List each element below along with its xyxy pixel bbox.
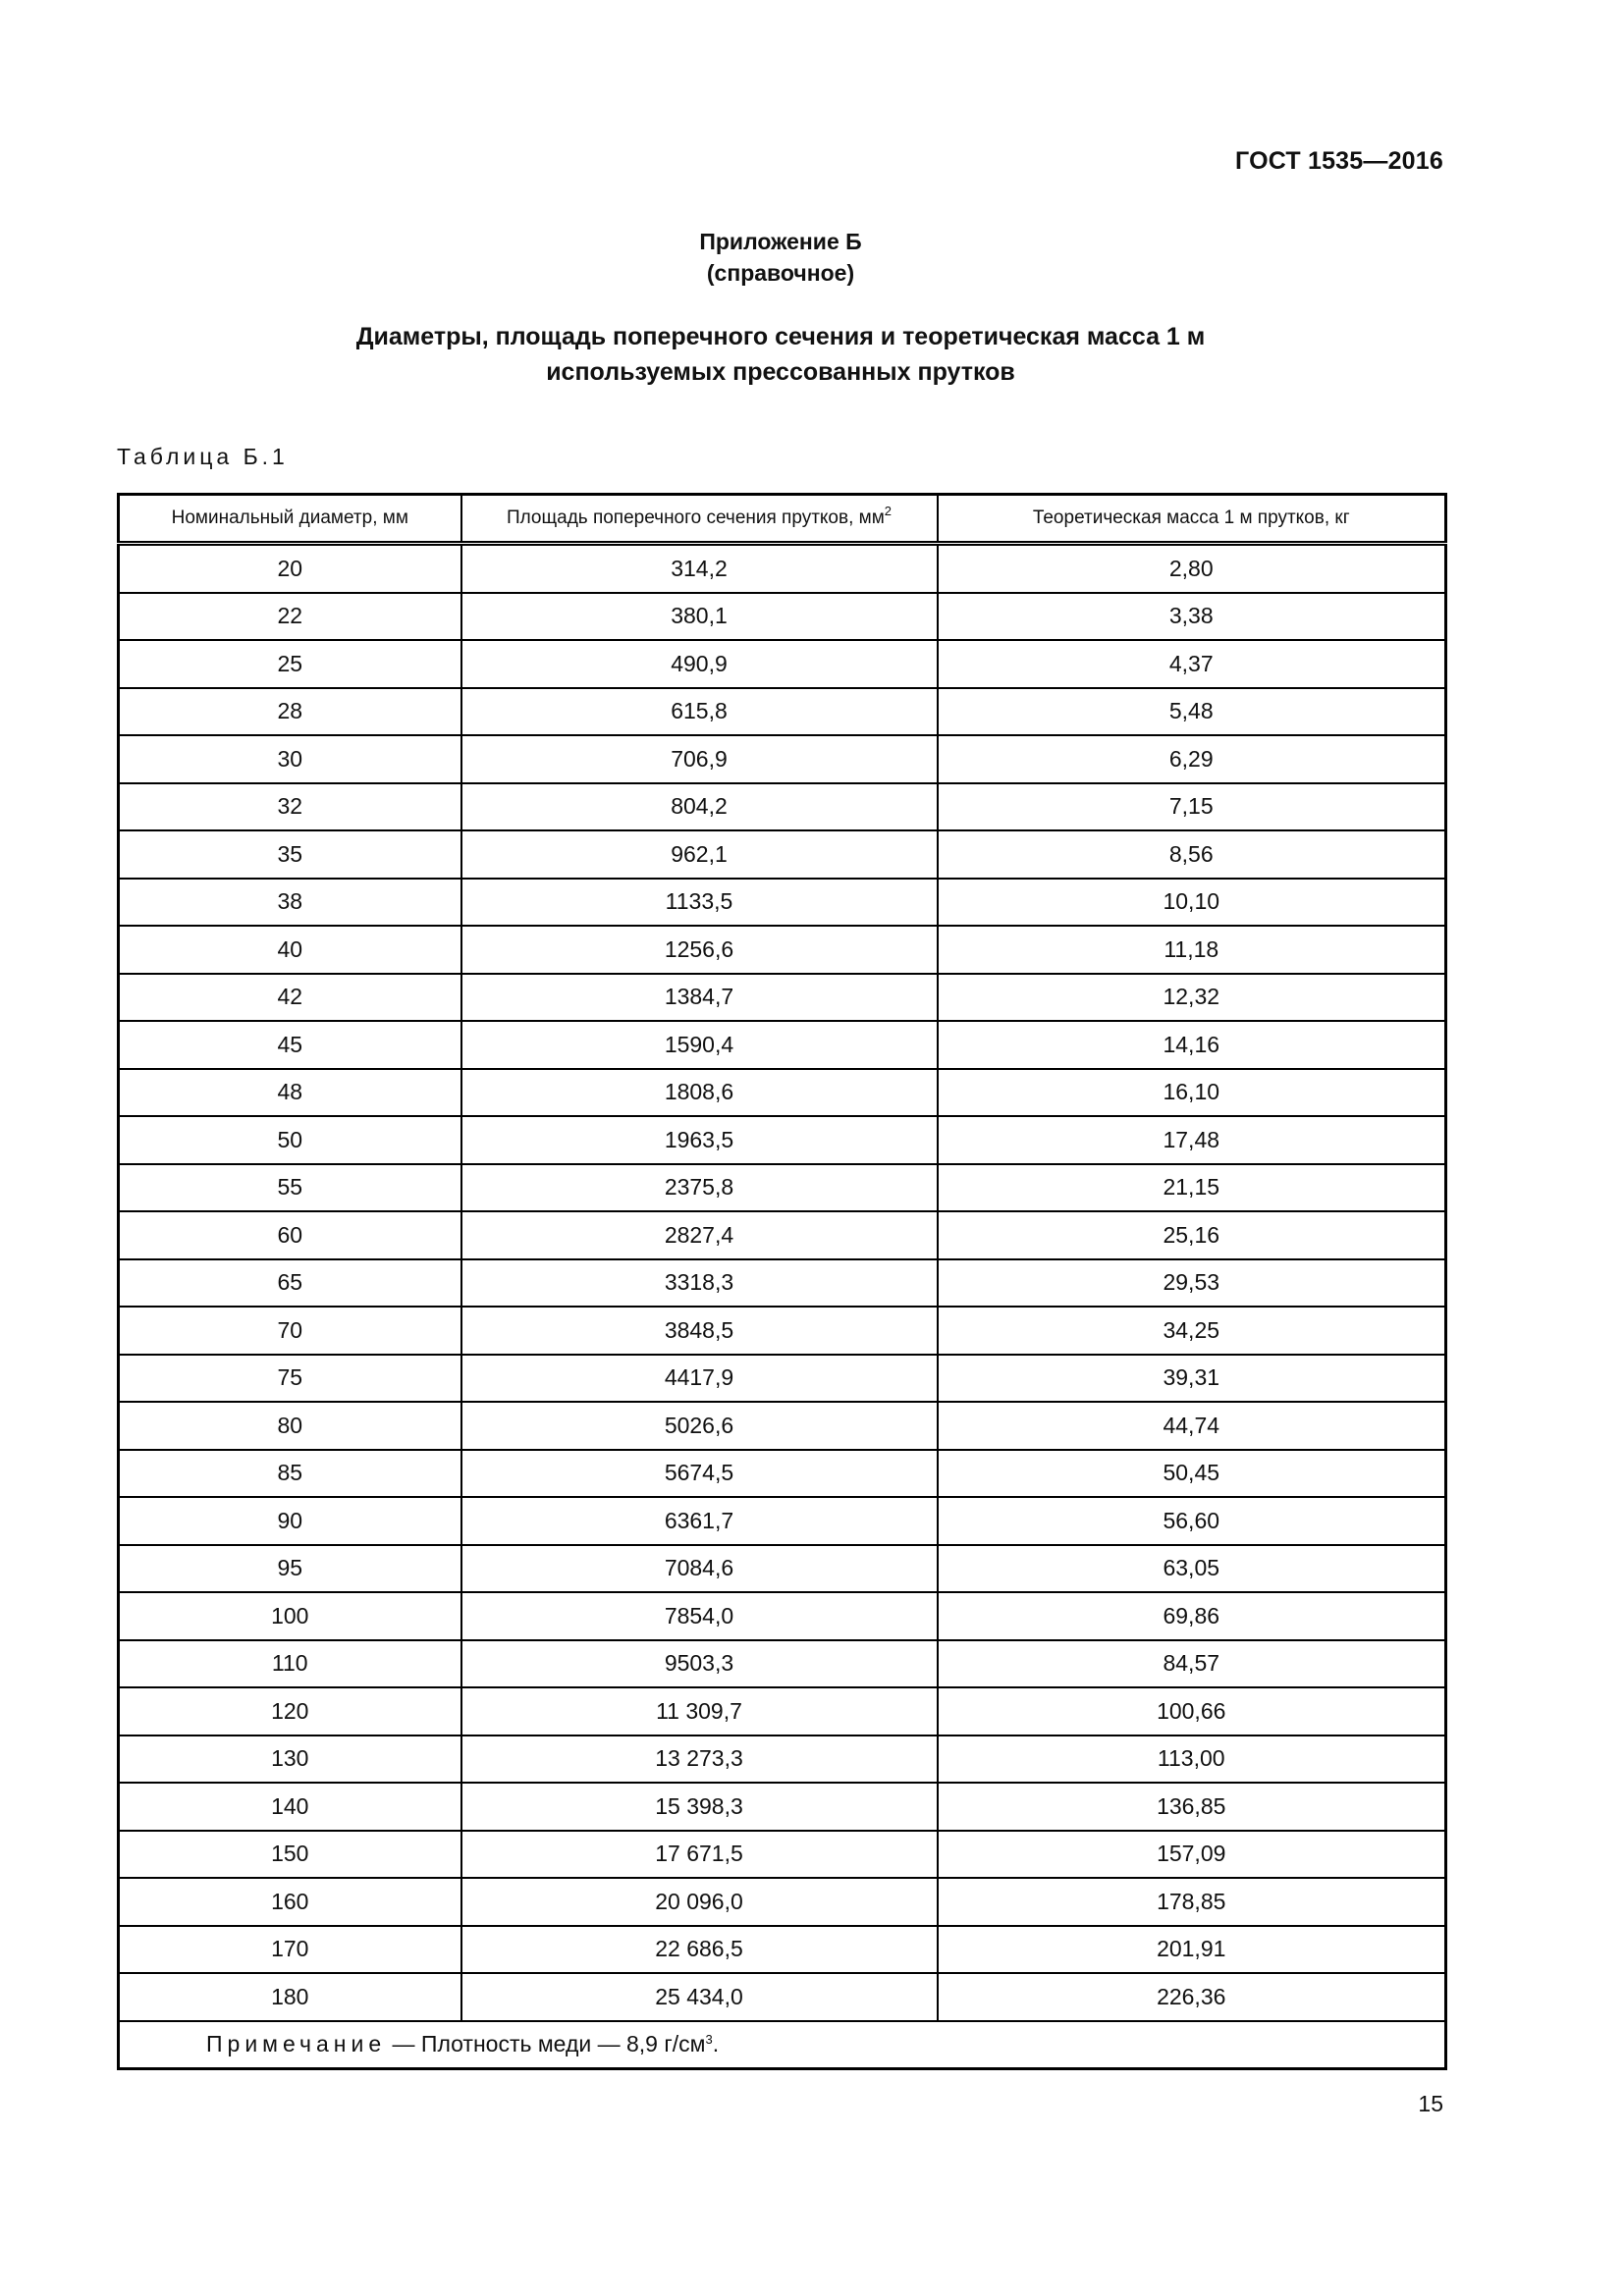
cell-area: 3848,5 [461,1307,938,1355]
cell-area: 1133,5 [461,879,938,927]
cell-area: 20 096,0 [461,1878,938,1926]
cell-diameter: 140 [119,1783,461,1831]
cell-area: 380,1 [461,593,938,641]
cell-mass: 201,91 [938,1926,1446,1974]
cell-mass: 6,29 [938,735,1446,783]
cell-diameter: 48 [119,1069,461,1117]
cell-diameter: 120 [119,1687,461,1735]
table-row [119,1687,1446,1735]
table-row [119,1259,1446,1308]
cell-area: 706,9 [461,735,938,783]
page-number: 15 [1418,2091,1443,2116]
table-row [119,1592,1446,1640]
table-row [119,544,1446,593]
table-row [119,735,1446,783]
table-row [119,1640,1446,1688]
cell-mass: 100,66 [938,1687,1446,1735]
appendix-title: Приложение Б [699,229,862,254]
table-row [119,1926,1446,1974]
cell-mass: 16,10 [938,1069,1446,1117]
section-title-line2: используемых прессованных прутков [546,358,1015,386]
cell-diameter: 28 [119,688,461,736]
cell-area: 3318,3 [461,1259,938,1308]
cell-area: 2827,4 [461,1211,938,1259]
cell-diameter: 45 [119,1021,461,1069]
cell-mass: 8,56 [938,830,1446,879]
cell-area: 1808,6 [461,1069,938,1117]
cell-mass: 10,10 [938,879,1446,927]
table-row [119,830,1446,879]
cell-diameter: 75 [119,1355,461,1403]
cell-diameter: 32 [119,783,461,831]
cell-mass: 11,18 [938,926,1446,974]
table-row [119,1545,1446,1593]
cell-mass: 5,48 [938,688,1446,736]
table-label: Таблица Б.1 [117,444,289,469]
cell-mass: 69,86 [938,1592,1446,1640]
table-header-row [119,495,1446,544]
table-row [119,640,1446,688]
cell-area: 314,2 [461,544,938,593]
cell-area: 1384,7 [461,974,938,1022]
cell-diameter: 110 [119,1640,461,1688]
table-row [119,1021,1446,1069]
table-row [119,783,1446,831]
cell-mass: 25,16 [938,1211,1446,1259]
cell-area: 17 671,5 [461,1831,938,1879]
cell-area: 962,1 [461,830,938,879]
cell-diameter: 42 [119,974,461,1022]
cell-mass: 17,48 [938,1116,1446,1164]
cell-diameter: 80 [119,1402,461,1450]
cell-mass: 4,37 [938,640,1446,688]
table-row [119,1069,1446,1117]
cell-mass: 12,32 [938,974,1446,1022]
cell-diameter: 90 [119,1497,461,1545]
cell-diameter: 160 [119,1878,461,1926]
cell-area: 25 434,0 [461,1973,938,2021]
table-row [119,879,1446,927]
cell-diameter: 95 [119,1545,461,1593]
cell-diameter: 38 [119,879,461,927]
table-row [119,1402,1446,1450]
cell-diameter: 180 [119,1973,461,2021]
cell-area: 2375,8 [461,1164,938,1212]
cell-area: 1590,4 [461,1021,938,1069]
table-row [119,1211,1446,1259]
table-body [119,544,1446,2021]
cell-mass: 63,05 [938,1545,1446,1593]
cell-mass: 29,53 [938,1259,1446,1308]
column-header-diameter: Номинальный диаметр, мм [119,495,461,544]
table-row [119,1783,1446,1831]
cell-mass: 56,60 [938,1497,1446,1545]
table-row [119,1831,1446,1879]
table-row [119,1878,1446,1926]
section-title-line1: Диаметры, площадь поперечного сечения и теоретическая масса 1 м [355,323,1206,350]
cell-mass: 2,80 [938,544,1446,593]
cell-area: 5674,5 [461,1450,938,1498]
note-text: Плотность меди — 8,9 г/см [420,2031,706,2057]
section-title [0,319,1561,390]
table-row [119,1116,1446,1164]
cell-mass: 14,16 [938,1021,1446,1069]
cell-diameter: 20 [119,544,461,593]
cell-mass: 178,85 [938,1878,1446,1926]
table-row [119,1450,1446,1498]
cell-area: 490,9 [461,640,938,688]
cell-area: 804,2 [461,783,938,831]
cell-diameter: 65 [119,1259,461,1308]
cell-area: 22 686,5 [461,1926,938,1974]
cell-diameter: 55 [119,1164,461,1212]
cell-mass: 21,15 [938,1164,1446,1212]
table-row [119,688,1446,736]
document-code: ГОСТ 1535—2016 [1235,147,1443,175]
cell-area: 7854,0 [461,1592,938,1640]
cell-area: 9503,3 [461,1640,938,1688]
cell-mass: 226,36 [938,1973,1446,2021]
table-row [119,1973,1446,2021]
table-row [119,926,1446,974]
cell-area: 1963,5 [461,1116,938,1164]
cell-area: 1256,6 [461,926,938,974]
cell-diameter: 25 [119,640,461,688]
table-row [119,1735,1446,1784]
table-row [119,1164,1446,1212]
cell-area: 5026,6 [461,1402,938,1450]
table-row [119,974,1446,1022]
cell-diameter: 60 [119,1211,461,1259]
cell-diameter: 70 [119,1307,461,1355]
cell-diameter: 100 [119,1592,461,1640]
table-row [119,1497,1446,1545]
column-header-area: Площадь поперечного сечения прутков, $мм^2$ [461,495,938,544]
cell-area: 7084,6 [461,1545,938,1593]
cell-area: 11 309,7 [461,1687,938,1735]
table-row [119,593,1446,641]
table-note-row [119,2021,1446,2069]
cell-mass: 50,45 [938,1450,1446,1498]
cell-area: 13 273,3 [461,1735,938,1784]
cell-area: 615,8 [461,688,938,736]
cell-mass: 3,38 [938,593,1446,641]
cell-area: 15 398,3 [461,1783,938,1831]
table-row [119,1355,1446,1403]
cell-diameter: 85 [119,1450,461,1498]
cell-mass: 7,15 [938,783,1446,831]
cell-area: 4417,9 [461,1355,938,1403]
cell-diameter: 35 [119,830,461,879]
column-header-mass: Теоретическая масса 1 м прутков, кг [938,495,1446,544]
table-note: Примечание — Плотность меди — 8,9 $г/см^3$. [119,2021,1446,2069]
appendix-heading [0,226,1561,289]
cell-diameter: 130 [119,1735,461,1784]
cell-mass: 136,85 [938,1783,1446,1831]
cell-mass: 113,00 [938,1735,1446,1784]
cell-diameter: 150 [119,1831,461,1879]
cell-diameter: 40 [119,926,461,974]
cell-mass: 84,57 [938,1640,1446,1688]
cell-mass: 44,74 [938,1402,1446,1450]
table-row [119,1307,1446,1355]
note-label: Примечание [206,2031,387,2057]
cell-diameter: 170 [119,1926,461,1974]
cell-diameter: 30 [119,735,461,783]
data-table [117,493,1447,2070]
cell-diameter: 22 [119,593,461,641]
cell-mass: 157,09 [938,1831,1446,1879]
appendix-subtitle: (справочное) [706,260,855,286]
cell-mass: 39,31 [938,1355,1446,1403]
cell-area: 6361,7 [461,1497,938,1545]
cell-mass: 34,25 [938,1307,1446,1355]
cell-diameter: 50 [119,1116,461,1164]
